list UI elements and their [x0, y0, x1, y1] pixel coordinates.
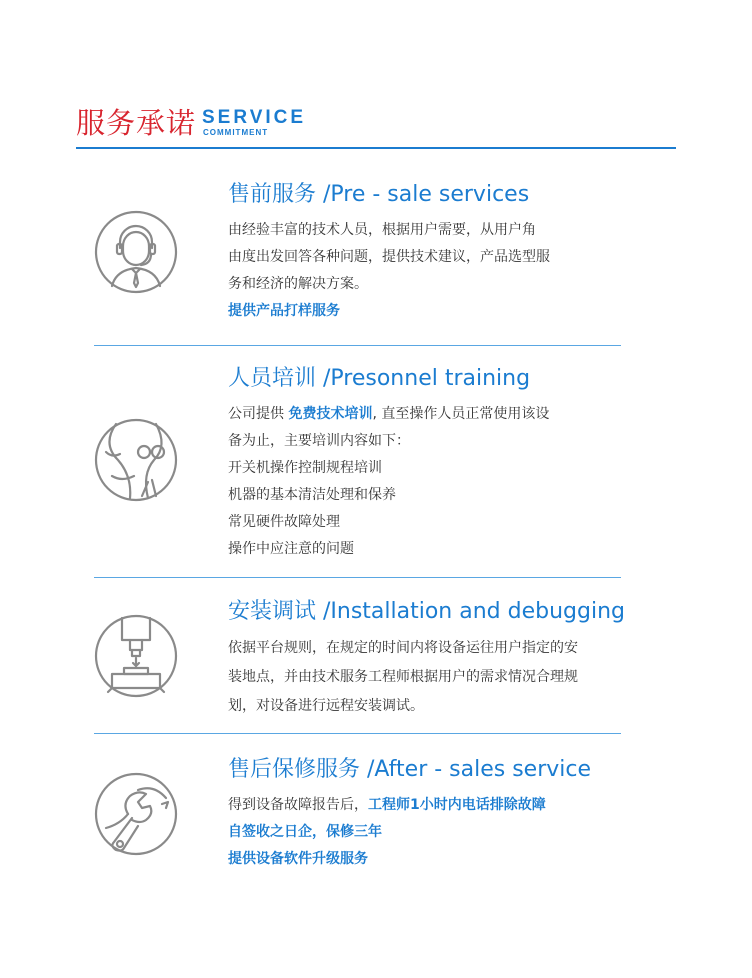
section-divider: [94, 733, 621, 734]
body-line: 由经验丰富的技术人员，根据用户需要，从用户角: [228, 222, 536, 238]
page-header: [76, 104, 676, 150]
body-line: 装地点，并由技术服务工程师根据用户的需求情况合理规: [228, 669, 578, 685]
body-line: 备为止，主要培训内容如下：: [228, 433, 410, 449]
highlight-text: 提供产品打样服务: [228, 303, 340, 319]
body-line: 划，对设备进行远程安装调试。: [228, 698, 424, 714]
highlight-text: 工程师1小时内电话排除故障: [368, 797, 546, 813]
section-title: 售后保修服务 /After - sales service: [228, 757, 592, 782]
wrench-repair-icon: [92, 770, 180, 858]
body-line: 由度出发回答各种问题，提供技术建议，产品选型服: [228, 249, 550, 265]
line-prefix: 得到设备故障报告后，: [228, 797, 368, 813]
body-line: [228, 792, 648, 819]
body-line: 常见硬件故障处理: [228, 514, 340, 530]
highlight-text: 自签收之日企，保修三年: [228, 824, 382, 840]
header-subtitle-en: COMMITMENT: [203, 128, 269, 137]
header-title-en: SERVICE: [202, 107, 307, 128]
section-title: 售前服务 /Pre - sale services: [228, 182, 530, 207]
body-line: 开关机操作控制规程培训: [228, 460, 382, 476]
body-line: 依据平台规则，在规定的时间内将设备运往用户指定的安: [228, 640, 578, 656]
section-body: [228, 217, 648, 325]
highlight-text: 提供设备软件升级服务: [228, 851, 368, 867]
section-body: [228, 401, 648, 563]
body-line: 操作中应注意的问题: [228, 541, 354, 557]
section-title: 人员培训 /Presonnel training: [228, 366, 531, 391]
intro-suffix: , 直至操作人员正常使用该设: [372, 406, 550, 422]
installation-machine-icon: [92, 612, 180, 700]
body-line: [228, 401, 648, 428]
section-divider: [94, 345, 621, 346]
body-line: 务和经济的解决方案。: [228, 276, 368, 292]
customer-service-headset-icon: [92, 208, 180, 296]
header-title-cn: 服务承诺: [76, 106, 197, 140]
section-body: [228, 792, 648, 873]
header-rule: [76, 147, 676, 149]
body-line: 机器的基本清洁处理和保养: [228, 487, 396, 503]
intro-prefix: 公司提供: [228, 406, 284, 422]
section-title: 安装调试 /Installation and debugging: [228, 599, 625, 624]
section-divider: [94, 577, 621, 578]
highlight-text: 免费技术培训: [288, 406, 373, 422]
section-body: [228, 634, 648, 721]
training-people-icon: [92, 416, 180, 504]
